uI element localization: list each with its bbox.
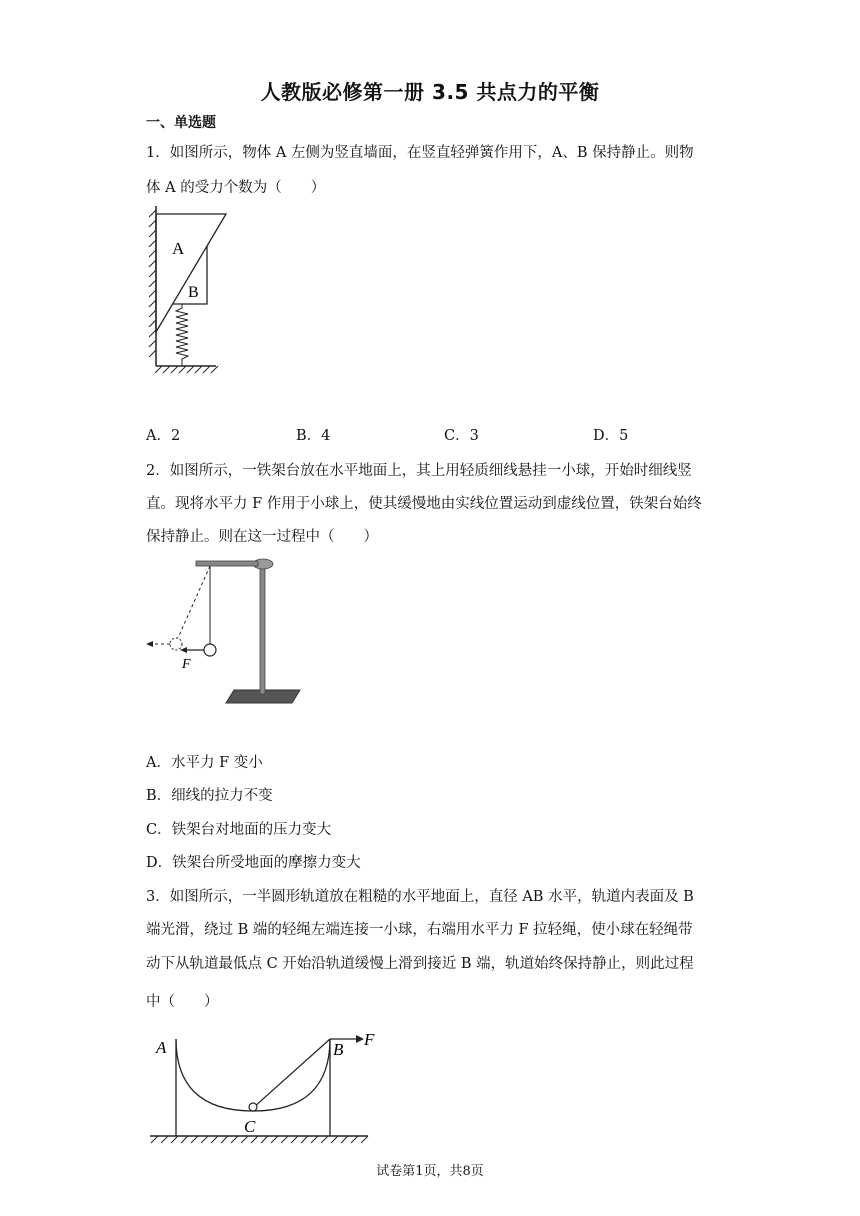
q2-text-line-1: 2．如图所示，一铁架台放在水平地面上，其上用轻质细线悬挂一小球，开始时细线竖 — [146, 463, 692, 479]
q1-figure-block-spring — [140, 200, 240, 380]
q3-label-a: A — [156, 1038, 167, 1057]
q3-label-f: F — [364, 1030, 375, 1049]
q2-text-line-3: 保持静止。则在这一过程中（ ） — [146, 529, 378, 545]
q2-label-f: F — [182, 657, 191, 672]
q1-text-line-2: 体 A 的受力个数为（ ） — [146, 180, 326, 196]
q1-text-line-1: 1．如图所示，物体 A 左侧为竖直墙面，在竖直轻弹簧作用下，A、B 保持静止。则物 — [146, 145, 694, 161]
q3-text-line-1: 3．如图所示，一半圆形轨道放在粗糙的水平地面上，直径 AB 水平，轨道内表面及 B — [146, 889, 694, 905]
page-title: 人教版必修第一册 3.5 共点力的平衡 — [260, 80, 600, 104]
q1-option-a: A．2 — [146, 428, 181, 444]
q2-text-line-2: 直。现将水平力 F 作用于小球上，使其缓慢地由实线位置运动到虚线位置，铁架台始终 — [146, 496, 702, 512]
q1-option-d: D．5 — [593, 428, 629, 444]
q1-label-b: B — [188, 284, 199, 301]
q2-option-c: C．铁架台对地面的压力变大 — [146, 822, 332, 838]
q3-label-b: B — [333, 1040, 344, 1059]
q3-text-line-4: 中（ ） — [146, 994, 219, 1010]
q2-option-b: B．细线的拉力不变 — [146, 788, 273, 804]
q1-option-b: B．4 — [296, 428, 331, 444]
q1-option-c: C．3 — [444, 428, 479, 444]
q2-figure-iron-stand — [140, 550, 320, 710]
q3-label-c: C — [244, 1117, 256, 1136]
q1-label-a: A — [172, 239, 185, 258]
page-footer: 试卷第1页，共8页 — [376, 1164, 484, 1179]
q2-option-d: D．铁架台所受地面的摩擦力变大 — [146, 855, 361, 871]
section-heading: 一、单选题 — [146, 115, 216, 131]
q3-figure-semicircle-track — [140, 1025, 390, 1150]
q3-text-line-3: 动下从轨道最低点 C 开始沿轨道缓慢上滑到接近 B 端，轨道始终保持静止，则此过程 — [146, 956, 694, 972]
q3-text-line-2: 端光滑，绕过 B 端的轻绳左端连接一小球，右端用水平力 F 拉轻绳，使小球在轻绳带 — [146, 922, 693, 938]
q2-option-a: A．水平力 F 变小 — [146, 755, 263, 771]
